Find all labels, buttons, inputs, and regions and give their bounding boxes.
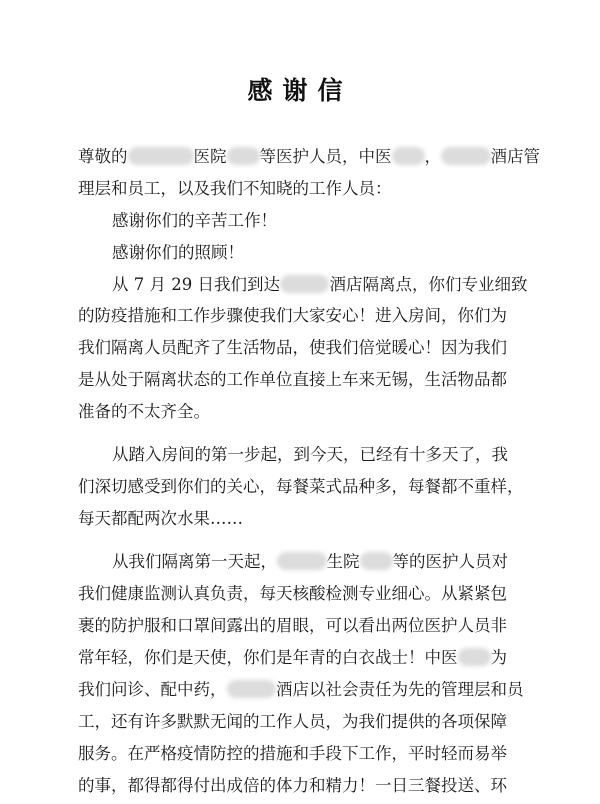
text-line: 们深切感受到你们的关心，每餐菜式品种多，每餐都不重样， <box>78 477 524 496</box>
text-line: 从 7 月 29 日我们到达 酒店隔离点，你们专业细致 <box>112 275 528 294</box>
text-line: 工，还有许多默默无闻的工作人员，为我们提供的各项保障 <box>78 712 507 731</box>
redacted-text <box>280 275 330 293</box>
text-line: 感谢你们的照顾！ <box>112 243 244 262</box>
text-line: 是从处于隔离状态的工作单位直接上车来无锡，生活物品都 <box>78 370 507 389</box>
text-line: 理层和员工，以及我们不知晓的工作人员： <box>78 179 392 198</box>
text-line: 每天都配两次水果…… <box>78 509 243 528</box>
text-line: 我们问诊、配中药， 酒店以社会责任为先的管理层和员 <box>78 680 524 699</box>
redacted-text <box>128 147 194 165</box>
redacted-text <box>277 552 327 570</box>
text-line: 感谢你们的辛苦工作！ <box>112 211 277 230</box>
redacted-text <box>392 147 425 165</box>
redacted-text <box>227 147 260 165</box>
redacted-text <box>458 648 491 666</box>
text-line: 从我们隔离第一天起， 生院 等的医护人员对 <box>112 552 508 571</box>
text-line: 从踏入房间的第一步起，到今天，已经有十多天了，我 <box>112 445 508 464</box>
text-line: 准备的不太齐全。 <box>78 402 210 421</box>
text-line: 的防疫措施和工作步骤使我们大家安心！进入房间，你们为 <box>78 306 507 325</box>
redacted-text <box>360 552 393 570</box>
text-line: 尊敬的 医院 等医护人员，中医 ， 酒店管 <box>78 147 540 166</box>
text-line: 常年轻，你们是天使，你们是年青的白衣战士！中医 为 <box>78 648 507 667</box>
redacted-text <box>441 147 491 165</box>
text-line: 裹的防护服和口罩间露出的眉眼，可以看出两位医护人员非 <box>78 616 507 635</box>
text-line: 我们健康监测认真负责，每天核酸检测专业细心。从紧紧包 <box>78 584 507 603</box>
text-line: 服务。在严格疫情防控的措施和手段下工作，平时轻而易举 <box>78 744 507 763</box>
redacted-text <box>227 680 277 698</box>
letter-title: 感谢信 <box>247 76 353 105</box>
text-line: 我们隔离人员配齐了生活物品，使我们倍觉暖心！因为我们 <box>78 338 507 357</box>
text-line: 的事，都得都得付出成倍的体力和精力！一日三餐投送、环 <box>78 776 507 795</box>
